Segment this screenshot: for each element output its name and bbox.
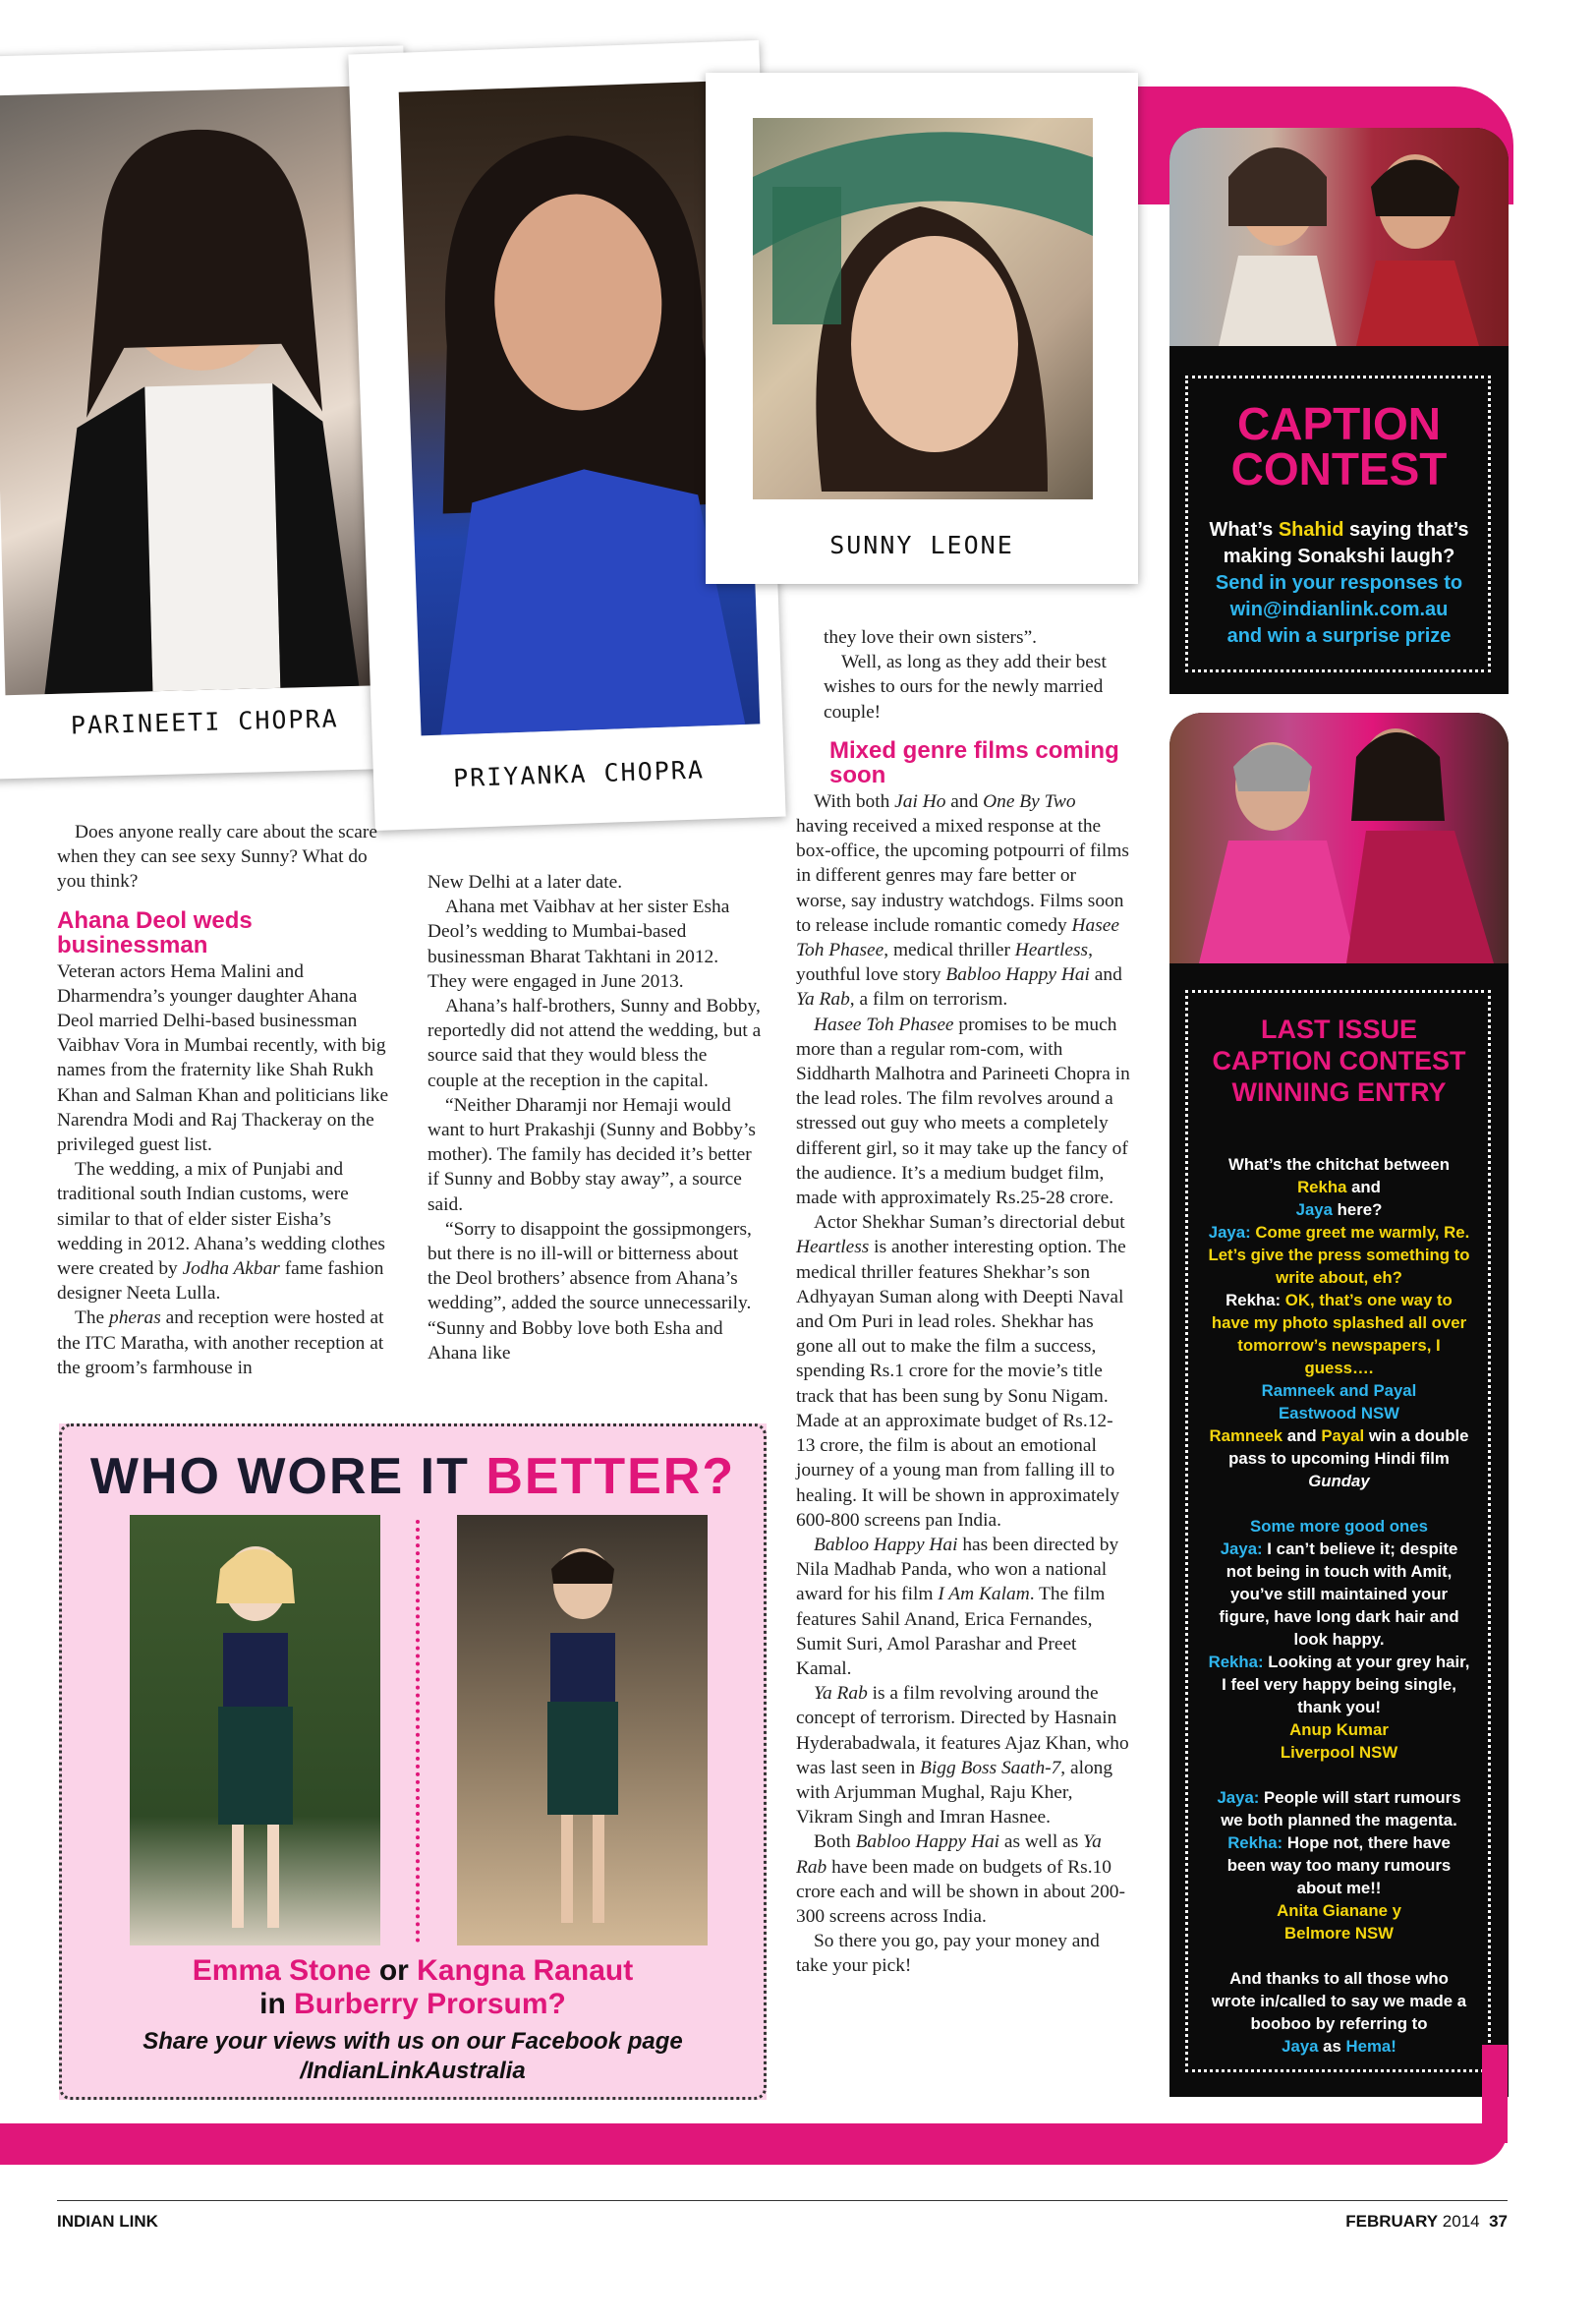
article-column-3 xyxy=(796,625,1130,1979)
li-winner-name: Ramneek and Payal xyxy=(1261,1381,1417,1400)
prize-and: and xyxy=(1282,1426,1322,1445)
speaker-rekha: Rekha: xyxy=(1208,1653,1264,1671)
bottom-magenta-band xyxy=(0,2123,1508,2165)
col3-paragraph-1: Well, as long as they add their best wishes to ours for the newly married couple! xyxy=(824,652,1107,723)
brand-name: Burberry Prorsum? xyxy=(294,1988,566,2020)
who-wore-it-better-box xyxy=(59,1423,767,2100)
caption-contest-title-line1: CAPTION xyxy=(1237,398,1441,449)
text: and reception were hosted at the ITC Maratha, with another reception at the groom’s farmhouse in xyxy=(57,1307,384,1378)
li-q-and: and xyxy=(1346,1178,1381,1196)
col3-paragraph-2: With both Jai Ho and One By Two having received a mixed response at the box-office, the upcoming potpourri of films in different genres may fare better or worse, say industry watchdogs. Films soon to release include romantic comedy Hasee Toh Phasee, medical thriller Heartless, youthful love story Babloo Happy Hai and Ya Rab, a film on terrorism. xyxy=(796,790,1129,1011)
li-entry3-rekha xyxy=(1207,1831,1471,1899)
text: fame fashion designer Neeta Lulla. xyxy=(57,1258,384,1305)
figure-silhouette xyxy=(457,1515,708,1945)
prize-name-a: Ramneek xyxy=(1209,1426,1283,1445)
title-part-b: BETTER? xyxy=(485,1448,736,1505)
col2-paragraph-5: “Sorry to disappoint the gossipmongers, but there is no ill-will or bitterness about the Deol brothers’ absence from Ahana’s wedding”, added the source unnecessarily. “Sunny and Bobby love both Esha and Ahana like xyxy=(428,1218,752,1364)
sunny-photo xyxy=(753,118,1093,499)
last-issue-title-line2: CAPTION CONTEST xyxy=(1212,1046,1466,1075)
footer-rule xyxy=(57,2200,1508,2201)
thanks-as: as xyxy=(1318,2037,1346,2056)
li-entry2-place: Liverpool NSW xyxy=(1280,1743,1398,1762)
li-thanks: And thanks to all those who wrote in/called to say we made a booboo by referring to xyxy=(1211,1969,1467,2033)
li-entry2-rekha xyxy=(1207,1651,1471,1718)
li-question: What’s the chitchat between xyxy=(1227,1155,1451,1174)
caption-sunny: SUNNY LEONE xyxy=(829,531,1014,559)
caption-contest-title-line2: CONTEST xyxy=(1230,443,1448,494)
footer-year: 2014 xyxy=(1438,2212,1480,2231)
footer-date-page xyxy=(1345,2212,1508,2232)
last-issue-photo xyxy=(1169,713,1509,963)
footer-publication: INDIAN LINK xyxy=(57,2212,158,2231)
col1-paragraph-1: Veteran actors Hema Malini and Dharmendra’s younger daughter Ahana Deol married Delhi-based businessman Vaibhav Vora in Mumbai recently, with big names from the fraternity like Shah Rukh Khan and Salman Khan and politicians like Narendra Modi and Raj Thackeray on the privileged guest list. xyxy=(57,960,389,1156)
speaker-rekha: Rekha: xyxy=(1226,1291,1282,1309)
caption-parineeti: PARINEETI CHOPRA xyxy=(70,704,339,740)
caption-contest-photo xyxy=(1169,128,1509,346)
col3-paragraph-6: Ya Rab is a film revolving around the concept of terrorism. Directed by Hasnain Hyderabadwala, it features Ajaz Khan, who was last seen in Bigg Boss Saath-7, along with Arjumman Mughal, Raju Kher, Vikram Singh and Imran Hasnee. xyxy=(796,1683,1129,1829)
film-title: Jodha Akbar xyxy=(182,1258,280,1280)
li-prize-film: Gunday xyxy=(1308,1472,1370,1490)
li-q-rekha: Rekha xyxy=(1297,1178,1347,1196)
speaker-jaya: Jaya: xyxy=(1220,1539,1263,1558)
figure-silhouette xyxy=(130,1515,380,1945)
line-text: I can’t believe it; despite not being in touch with Amit, you’ve still maintained your figure, have long dark hair and look happy. xyxy=(1219,1539,1459,1649)
li-entry2-name: Anup Kumar xyxy=(1289,1720,1389,1739)
prize-text: win a double pass to upcoming Hindi film xyxy=(1228,1426,1469,1468)
divider-dots xyxy=(416,1520,420,1943)
caption-contest-question xyxy=(1169,517,1509,650)
last-issue-box xyxy=(1169,713,1509,2097)
col3-paragraph-7: Both Babloo Happy Hai as well as Ya Rab have been made on budgets of Rs.10 crore each and will be shown in about 200-300 screens across India. xyxy=(796,1831,1125,1927)
last-issue-title-line1: LAST ISSUE xyxy=(1260,1015,1418,1044)
photo-silhouettes xyxy=(1169,128,1509,346)
li-prize xyxy=(1207,1424,1471,1470)
title-part-a: WHO WORE IT xyxy=(89,1448,486,1505)
facebook-page-link[interactable]: /IndianLinkAustralia xyxy=(300,2058,526,2084)
heading-ahana-deol: Ahana Deol weds businessman xyxy=(57,906,253,958)
name-kangna-ranaut: Kangna Ranaut xyxy=(417,1954,634,1987)
article-column-2 xyxy=(428,870,762,1365)
li-entry3-jaya xyxy=(1207,1786,1471,1831)
col2-paragraph-3: Ahana’s half-brothers, Sunny and Bobby, reportedly did not attend the wedding, but a source said that they would bless the couple at the reception in the capital. xyxy=(428,996,762,1091)
col2-paragraph-2: Ahana met Vaibhav at her sister Esha Deol’s wedding to Mumbai-based businessman Bharat Takhtani in 2012. They were engaged in June 2013. xyxy=(428,897,730,992)
speaker-jaya: Jaya: xyxy=(1208,1223,1251,1242)
speaker-jaya: Jaya: xyxy=(1217,1788,1260,1807)
q-text-a: What’s xyxy=(1209,519,1279,541)
emma-stone-photo xyxy=(130,1515,380,1945)
line-text: Looking at your grey hair, I feel very happy being single, thank you! xyxy=(1222,1653,1470,1716)
last-issue-title xyxy=(1169,1014,1509,1108)
li-entry3-name: Anita Gianane y xyxy=(1277,1901,1401,1920)
q-name-shahid: Shahid xyxy=(1278,519,1344,541)
portrait-silhouette xyxy=(753,118,1093,499)
who-wore-title xyxy=(59,1447,767,1506)
right-magenta-edge xyxy=(1482,2045,1508,2143)
share-line1: Share your views with us on our Facebook page xyxy=(142,2028,683,2055)
who-wore-share xyxy=(59,2027,767,2086)
li-q-jaya: Jaya xyxy=(1295,1200,1333,1219)
q-line2: making Sonakshi laugh? xyxy=(1223,546,1455,567)
name-emma-stone: Emma Stone xyxy=(192,1954,371,1987)
li-winner-place: Eastwood NSW xyxy=(1278,1404,1400,1422)
col3-paragraph-5: Babloo Happy Hai has been directed by Nila Madhab Panda, who won a national award for his film I Am Kalam. The film features Sahil Anand, Erica Fernandes, Sumit Suri, Amol Parashar and Preet Kamal. xyxy=(796,1534,1119,1679)
li-q-here: here? xyxy=(1332,1200,1383,1219)
thanks-hema: Hema! xyxy=(1345,2037,1396,2056)
thanks-jaya: Jaya xyxy=(1282,2037,1319,2056)
li-more-heading: Some more good ones xyxy=(1250,1517,1428,1536)
parineeti-photo xyxy=(0,86,398,695)
text: The xyxy=(75,1307,109,1329)
col1-paragraph-3 xyxy=(57,1306,391,1380)
col1-paragraph-2 xyxy=(57,1157,391,1306)
line-text: Hope not, there have been way too many rumours about me!! xyxy=(1226,1833,1452,1897)
li-entry2-jaya xyxy=(1207,1538,1471,1651)
italic-word: pheras xyxy=(109,1307,161,1329)
q-text-b: saying that’s xyxy=(1343,519,1469,541)
caption-contest-box xyxy=(1169,128,1509,694)
portrait-silhouette xyxy=(0,86,398,695)
article-column-1 xyxy=(57,820,391,1380)
last-issue-title-line3: WINNING ENTRY xyxy=(1231,1077,1447,1107)
col3-paragraph-3: Hasee Toh Phasee promises to be much more than a regular rom-com, with Siddharth Malhotra and Parineeti Chopra in the lead roles. The film revolves around a stressed out guy who meets a completely different girl, so it may take up the fancy of the audience. It’s a medium budget film, made with approximately Rs.25-28 crore. xyxy=(796,1014,1130,1209)
send-line1: Send in your responses to xyxy=(1215,572,1463,594)
line-text: OK, that’s one way to have my photo splashed all over tomorrow’s newspapers, I guess…. xyxy=(1211,1291,1467,1377)
text: The wedding, a mix of Punjabi and traditional south Indian customs, were similar to that of elder sister Eisha’s wedding in 2012. Ahana’s wedding clothes were created by xyxy=(57,1159,385,1280)
col2-paragraph-4: “Neither Dharamji nor Hemaji would want to hurt Prakashji (Sunny and Bobby’s mother). The family has decided it’s better if Sunny and Bobby stay away”, a source said. xyxy=(428,1094,756,1215)
col3-paragraph-8: So there you go, pay your money and take your pick! xyxy=(796,1931,1100,1977)
photo-card-sunny xyxy=(706,73,1138,584)
li-thanks-names xyxy=(1207,2035,1471,2058)
caption-contest-title xyxy=(1169,398,1509,494)
last-issue-entries xyxy=(1207,1153,1471,2058)
li-entry3-place: Belmore NSW xyxy=(1284,1924,1394,1943)
col3-paragraph-0: they love their own sisters”. xyxy=(824,627,1038,648)
li-entry1-jaya xyxy=(1207,1221,1471,1289)
kangna-ranaut-photo xyxy=(457,1515,708,1945)
heading-mixed-genre: Mixed genre films coming soon xyxy=(829,736,1119,788)
page-number: 37 xyxy=(1489,2212,1508,2231)
prize-name-b: Payal xyxy=(1321,1426,1365,1445)
send-line3: and win a surprise prize xyxy=(1226,625,1452,647)
photo-silhouettes xyxy=(1169,713,1509,963)
col1-intro: Does anyone really care about the scare when they can see sexy Sunny? What do you think? xyxy=(57,822,377,893)
contest-email[interactable]: win@indianlink.com.au xyxy=(1229,599,1449,620)
or-text: or xyxy=(370,1954,418,1987)
who-wore-question xyxy=(59,1954,767,2021)
in-text: in xyxy=(259,1988,295,2020)
col2-paragraph-1: New Delhi at a later date. xyxy=(428,872,623,893)
caption-priyanka: PRIYANKA CHOPRA xyxy=(452,755,706,793)
line-text: People will start rumours we both planned the magenta. xyxy=(1221,1788,1461,1829)
li-entry1-rekha xyxy=(1207,1289,1471,1379)
speaker-rekha: Rekha: xyxy=(1227,1833,1283,1852)
col3-paragraph-4: Actor Shekhar Suman’s directorial debut Heartless is another interesting option. The medical thriller features Shekhar’s son Adhyayan Suman along with Deepti Naval and Om Puri in lead roles. Shekhar has gone all out to make the film a success, spending Rs.1 crore for the movie’s title track that has been sung by Sonu Nigam. Made at an approximate budget of Rs.12-13 crore, the film is about an emotional journey of a young man from falling ill to healing. It will be shown in approximately 600-800 screens pan India. xyxy=(796,1212,1126,1531)
line-text: Come greet me warmly, Re. Let’s give the press something to write about, eh? xyxy=(1208,1223,1470,1287)
footer-month: FEBRUARY xyxy=(1345,2212,1439,2231)
